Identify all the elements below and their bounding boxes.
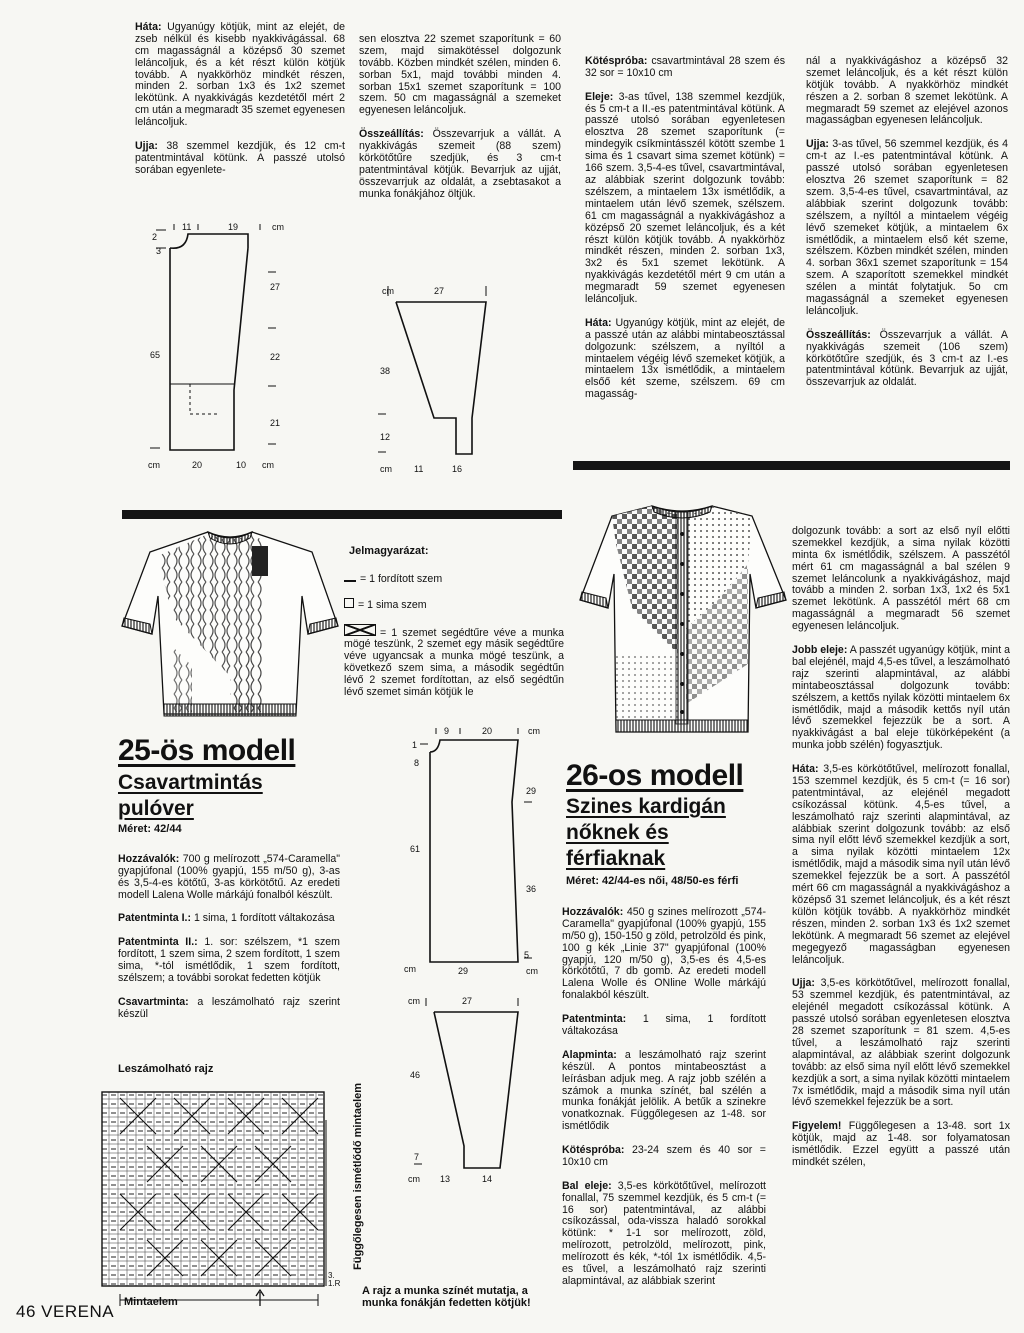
schem1-top-cm: cm	[272, 222, 284, 232]
model-26-subtitle-2: nőknek és	[566, 821, 669, 844]
schem2-bottom-cm: cm	[380, 464, 392, 474]
schem1-right-22: 22	[270, 352, 281, 362]
schem3-top-9: 9	[444, 726, 450, 736]
legend-item-cable: = 1 szemet segédtűre véve a munka mögé teszünk, 2 szemet egy másik segédtűre véve ugyancsak a munka mögé teszünk, a következő szem sima, a második segédtűn lévő 2 szemet fordítottan, az első segédtűn lévő szemet simán kötjük le	[344, 624, 564, 699]
schem3-top-cm: cm	[528, 726, 540, 736]
model-25-subtitle-1: Csavartmintás	[118, 771, 263, 794]
rib1-label: Patentminta I.:	[118, 912, 191, 925]
assembly-text: Összevarrjuk a vállát. A nyakkivágás szemeit (88 szem) körkötőtűre szedjük, és 3 cm-t patentmintával kötjük. Bevarrjuk az ujját, összevarrjuk az oldalát, a zsebtasakot a munka fonákjához öltjük.	[359, 128, 561, 200]
back26-text: 3,5-es körkötőtűvel, melírozott fonallal, 153 szemmel kezdjük, és 5 cm-t (= 16 sor) patentmintával, az elejénél megadott csíkozással kötünk. 4,5-es tűvel, a leszámolható rajz szerinti alapmintával, az alábbiak szerint dolgozunk tovább: az első sima nyíl előtt lévő szemekkel kezdjük a sort, a sima nyilak közötti mintaelem 12x ismétlődik, majd a második sima nyíl után lévő szemekkel fejezzük be a sort. A passzétól mért 66 cm magasságnál a nyakkivágáshoz a középső 31 szemet leláncoljuk, és a két részt külön kötjük tovább. A nyakkörhöz mindkét részen, minden 2. sorban 1x3 és 1x2 szemet lekötünk. A megmaradt 56 szemet az elejével megegyező magasságban egyenesen leláncoljuk.	[792, 763, 1010, 966]
rib26-text: 1 sima, 1 fordított váltakozása	[562, 1013, 766, 1037]
right-front-text: A passzét ugyanúgy kötjük, mint a bal elejénél, majd 4,5-es tűvel, a leszámolható rajz szerinti alapmintával, az alábbi mintabeosztással dolgozunk tovább: szélszem, a kettős nyilak közötti mintaelem 6x ismétlődik, majd a második kettős nyíl után lévő szemekkel fejezzük be a sort. A nyakkivágást a bal eleje tükörképeként (a munka jobb szélén) fogyasztjuk.	[792, 643, 1010, 752]
base-pattern-label: Alapminta:	[562, 1048, 617, 1061]
left-front-text: 3,5-es körkötőtűvel, melírozott fonallal, 75 szemmel kezdjük, és 5 cm-t (= 16 sor) patentmintával, az alábbi csíkozással, oda-vissza haladó sorokkal kötünk: * 1-1 sor melírozott, zöld, melírozott, petrolzöld, melírozott, pink, melírozott és kék, *-tól 1x ismétlődik. 4,5-es tűvel, a leszámolható rajz szerinti alapmintával, az alábbiak szerint	[562, 1179, 766, 1287]
materials-label: Hozzávalók:	[118, 852, 180, 865]
page-number: 46	[16, 1302, 36, 1321]
schem4-top-cm: cm	[408, 996, 420, 1006]
schem4-bottom-cm: cm	[408, 1174, 420, 1184]
schem2-left-38: 38	[380, 366, 391, 376]
base-pattern-text: a leszámolható rajz szerint készül. A pontos mintabeosztást a leírásban adjuk meg. A rajz jobb szélén a számok a munka színét, bal szélén a munka fonákját jelölik. A betűk a szinekre vonatkoznak. Függőlegesen az 1-48. sor ismétlődik	[562, 1048, 766, 1133]
sleeve2-text: 3-as tűvel, 56 szemmel kezdjük, és 4 cm-t az I.-es patentmintával kötünk. A passzé utolsó sorában egyenletesen elosztva 26 szemet szaporítunk = 82 szem. 3,5-4-es tűvel, csavartmintával, az alábbiak szerint dolgozunk tovább: szélszem, a nyíltól a mintaelem végéig lévő szemeket kötjük, a mintaelem 6x ismétlődik, a mintaelem első két szeme, szélszem. Közben mindkét szélen, minden 4. sorban 36x1 szemet szaporítunk = 154 szem. A szaporított szemekkel mindkét szélen a mintát folytatjuk. 5o cm magasságnál a szemeket egyenesen leláncoljuk.	[806, 138, 1008, 317]
page-footer	[16, 1302, 114, 1322]
schem3-left-cm: cm	[404, 964, 416, 974]
chart-row-3: 3.	[328, 1271, 335, 1280]
back2-label: Háta:	[585, 316, 612, 329]
legend	[344, 560, 564, 702]
model-26-continued-instructions	[792, 514, 1010, 1324]
rib26-label: Patentminta:	[562, 1013, 627, 1026]
sleeve2-label: Ujja:	[806, 138, 829, 151]
schem3-left-1: 1	[412, 740, 418, 750]
rib2-label: Patentminta II.:	[118, 936, 198, 949]
back2-continued-text	[806, 44, 1008, 432]
sleeve-text: 38 szemmel kezdjük, és 12 cm-t patentmintával kötünk. A passzé utolsó sorában egyenlete-	[135, 139, 345, 176]
cable-text: a leszámolható rajz szerint készül	[118, 995, 340, 1020]
assembly2-label: Összeállítás:	[806, 328, 871, 341]
model-26-heading: 26-os modell	[566, 759, 744, 792]
schem3-right-5: 5	[524, 950, 530, 960]
model-26-subtitle-3: férfiaknak	[566, 847, 666, 870]
schem2-left-12: 12	[380, 432, 391, 442]
schem3-left-8: 8	[414, 758, 420, 768]
schem3-right-cm: cm	[526, 966, 538, 976]
rib2-text: 1. sor: szélszem, *1 szem fordított, 1 szem sima, 2 szem fordított, 1 szem sima, *-tól ismétlődik, 1 szem fordított, szélszem; a további sorokat fedetten kötjük	[118, 936, 340, 984]
back-instructions-text	[135, 10, 345, 200]
knitting-chart	[100, 1090, 340, 1308]
materials26-text: 450 g szines melírozott „574-Caramella" gyapjúfonal (100% gyapjú, 155 m/50 g), 150-150 g zöld, petrolzöld és pink, 100 g kék „Linie 37" gyapjúfonal (100% gyapjú, 120 m/50 g), 3,5-es és 4,5-es körkötőtű, 7 db gomb. Az eredeti modell Lalena Wolle és ONline Wolle márkájú fonalakból készült.	[562, 905, 766, 1002]
schem3-left-61: 61	[410, 844, 421, 854]
model-25-subtitle-2: pulóver	[118, 797, 194, 820]
back-label: Háta:	[135, 20, 162, 33]
schem3-right-36: 36	[526, 884, 537, 894]
body-schematic-26	[400, 722, 546, 982]
attention-text: Függőlegesen a 13-48. sort 1x kötjük, majd az 1-48. sor folyamatosan ismétlődik. Ezzel együtt a passzé után mindkét szélen,	[792, 1120, 1010, 1168]
schem3-top-20: 20	[482, 726, 493, 736]
schem1-bottom-cm2: cm	[262, 460, 274, 470]
sleeve-continued-paragraph: sen elosztva 22 szemet szaporítunk = 60 szem, majd simakötéssel dolgozunk tovább. Közben mindkét szélen, minden 6. sorban 5x1, majd további minden 4. sorban 15x1 szemet szaporítunk = 100 szem. 50 cm magasságnál a szemeket egyenesen leláncoljuk.	[359, 32, 561, 117]
cable-symbol	[344, 624, 376, 636]
pullover-illustration	[112, 526, 348, 726]
materials-text: 700 g melírozott „574-Caramella" gyapjúfonal (100% gyapjú, 155 m/50 g), 3-as és 3,5-4-es kötőtű, 3-as körkötőtű. Az eredeti modell Lalena Wolle márkájú fonalból készült.	[118, 852, 340, 901]
back2-text: Ugyanúgy kötjük, mint az elejét, de a passzé után az alábbi mintabeosztással dolgozunk: szélszem, a nyíltól a mintaelem végéig lévő szemeket kötjük, a mintaelem 13x ismétlődik, a mintaelem elsőő két szeme, szélszem. 69 cm magasság-	[585, 316, 785, 401]
legend-title: Jelmagyarázat:	[349, 545, 429, 557]
model-25-materials	[118, 842, 340, 1042]
front-label: Eleje:	[585, 90, 614, 103]
assembly2-text: Összevarrjuk a vállát. A nyakkivágás szemeit (106 szem) körkötőtűre szedjük, és 3 cm-t az I.-es patentmintával kötünk. Bevarrjuk az ujját, összevarrjuk az oldalát.	[806, 328, 1008, 389]
schem3-bottom-29: 29	[458, 966, 469, 976]
schem4-left-46: 46	[410, 1070, 421, 1080]
back-text: Ugyanúgy kötjük, mint az elejét, de zseb nélkül és kisebb nyakkivágással. 68 cm magasságnál a középső 30 szemet leláncoljuk, és a két részt külön kötjük tovább. A nyakkörhöz mindkét részen, minden 2. sorban 1x3 és 1x2 szemet lekötünk. A nyakkivágás kezdetétől mért 2 cm után a megmaradt 35 szemet egyenesen leláncoljuk.	[135, 20, 345, 129]
back26-label: Háta:	[792, 763, 819, 776]
divider-bar-left	[122, 510, 562, 519]
schem4-bottom-14: 14	[482, 1174, 493, 1184]
schem2-top-27: 27	[434, 286, 445, 296]
model-26-instructions	[562, 895, 766, 1307]
materials26-label: Hozzávalók:	[562, 905, 624, 918]
model-26-size: Méret: 42/44-es női, 48/50-es férfi	[566, 875, 739, 887]
assembly-label: Összeállítás:	[359, 128, 424, 141]
chart-vertical-label: Függőlegesen ismétlődő mintaelem	[352, 1082, 364, 1270]
schem3-right-29: 29	[526, 786, 537, 796]
legend-item-knit: = 1 sima szem	[344, 598, 564, 612]
sleeve26-text: 3,5-es körkötőtűvel, melírozott fonallal, 53 szemmel kezdjük, és patentmintával, az elejénél megadott csíkozással kötünk. A passzé utolsó sorában egyenletesen elosztva 28 szemet szaporítunk = 81 szem. 4,5-es tűvel, a leszámolható rajz szerinti alapmintával, az alábbiak szerint dolgozunk tovább: az első sima nyíl előtt lévő szemekkel kezdjük a sort, a sima nyilak közötti mintaelem 7x ismétlődik, majd a második sima nyíl után lévő szemekkel fejezzük be a sort.	[792, 977, 1010, 1109]
body-schematic-25	[138, 218, 298, 474]
chart-row-1: 1.R	[328, 1279, 340, 1288]
cable-label: Csavartminta:	[118, 995, 189, 1008]
schem1-top-11: 11	[182, 222, 192, 232]
schem2-top-cm: cm	[382, 286, 394, 296]
left-front-label: Bal eleje:	[562, 1179, 612, 1192]
schem1-right-27: 27	[270, 282, 281, 292]
back2-continued-paragraph: nál a nyakkivágáshoz a középső 32 szemet leláncoljuk, és a két részt külön kötjük tovább. A nyakkörhöz mindkét részen a 2. sorban 8 szemet lekötünk. A megmaradt 59 szemet az elejével azonos magasságban egyenesen leláncoljuk.	[806, 54, 1008, 127]
schem4-top-27: 27	[462, 996, 473, 1006]
model-26-subtitle-1: Szines kardigán	[566, 795, 726, 818]
attention-label: Figyelem!	[792, 1120, 842, 1133]
sleeve-schematic-26	[400, 992, 530, 1192]
sleeve26-label: Ujja:	[792, 977, 815, 990]
chart-note: A rajz a munka színét mutatja, a munka fonákján fedetten kötjük!	[362, 1285, 531, 1309]
knit-symbol	[344, 598, 354, 608]
rib1-text: 1 sima, 1 fordított váltakozása	[191, 912, 335, 925]
schem1-right-21: 21	[270, 418, 281, 428]
gauge26-label: Kötéspróba:	[562, 1144, 625, 1157]
schem1-top-19: 19	[228, 222, 239, 232]
model-25-heading: 25-ös modell	[118, 734, 296, 767]
front-instructions-text	[585, 44, 785, 426]
schem4-bottom-13: 13	[440, 1174, 451, 1184]
schem4-left-7: 7	[414, 1152, 420, 1162]
sleeve-continued-text	[359, 22, 561, 228]
magazine-name: VERENA	[41, 1302, 115, 1321]
schem1-left-3: 3	[156, 246, 162, 256]
gauge-text: csavartmintával 28 szem és 32 sor = 10x10 cm	[585, 54, 785, 79]
gauge-label: Kötéspróba:	[585, 54, 648, 67]
chart-title: Leszámolható rajz	[118, 1063, 214, 1075]
schem2-bottom-11: 11	[414, 464, 424, 474]
divider-bar-upper-right	[573, 461, 1010, 470]
gauge26-text: 23-24 szem és 40 sor = 10x10 cm	[562, 1144, 766, 1168]
schem1-left-2: 2	[152, 232, 158, 242]
left-front-continued: dolgozunk tovább: a sort az első nyíl előtti szemekkel kezdjük, a sima nyilak közötti minta 6x ismétlődik, szélszem. A passzétól mért 61 cm magasságnál a bal szélen 9 szemet leláncolunk a nyakkivágáshoz, majd tovább a minden 2. sorban 1x3, 1x2 és 5x1 szemet lekötünk. A passzétól mért 68 cm magasságnál a megmaradt 56 szemet egyenesen leláncoljuk.	[792, 524, 1010, 633]
schem1-bottom-cm: cm	[148, 460, 160, 470]
cardigan-illustration	[572, 504, 792, 744]
legend-item-purl: = 1 fordított szem	[344, 572, 564, 586]
sleeve-label: Ujja:	[135, 139, 158, 152]
right-front-label: Jobb eleje:	[792, 643, 848, 656]
model-25-size: Méret: 42/44	[118, 823, 182, 835]
chart-pattern-element-label: Mintaelem	[124, 1296, 178, 1308]
schem1-bottom-10: 10	[236, 460, 247, 470]
schem1-left-65: 65	[150, 350, 161, 360]
sleeve-schematic-25	[368, 282, 498, 478]
schem2-bottom-16: 16	[452, 464, 463, 474]
schem1-bottom-20: 20	[192, 460, 203, 470]
purl-symbol	[344, 572, 356, 582]
front-text: 3-as tűvel, 138 szemmel kezdjük, és 5 cm-t a II.-es patentmintával kötünk. A passzé utolsó sorában egyenletesen elosztva 28 szemet szaporítunk (= mindegyik csíkmintásszél kötött szembe 1 sima és 1 csavart sima szemet kötünk) = 166 szem. 3,5-4-es tűvel, csavartmintával, az alábbiak szerint dolgozunk tovább: szélszem, a mintaelem 13x ismétlődik, a mintaelem után lévő szemek, szélszem. 61 cm magasságnál a nyakkivágáshoz a középső 20 szemet leláncoljuk, és a két részt külön kötjük tovább. A nyakkörhöz mindkét részen, minden 2. sorban 1x3, 3x2 és 5x1 szemet lekötünk. A nyakkivágás kezdetétől mért 9 cm után a megmaradt 59 szemet egyenesen leláncoljuk.	[585, 90, 785, 306]
